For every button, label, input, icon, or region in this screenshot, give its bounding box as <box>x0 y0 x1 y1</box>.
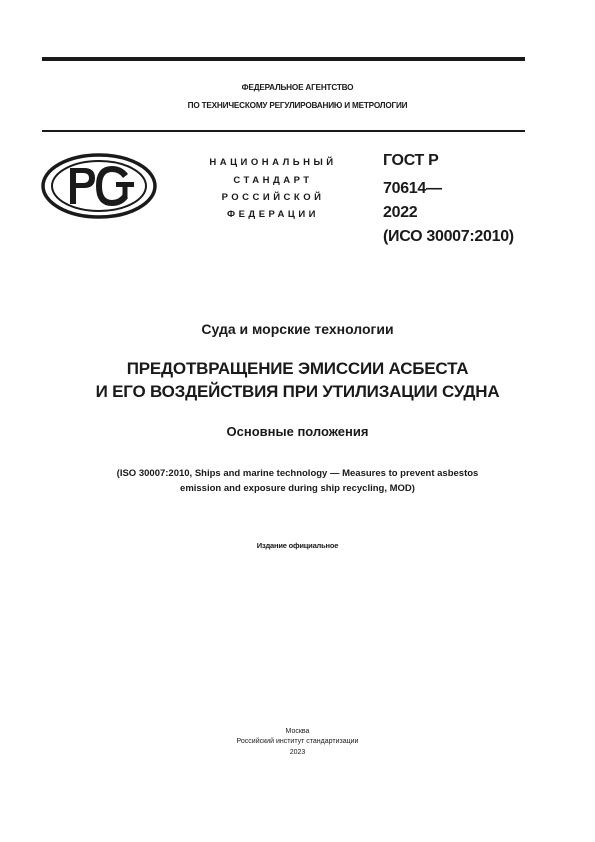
standard-code-line-4: (ИСО 30007:2010) <box>383 228 514 245</box>
standard-code-line-2: 70614— <box>383 180 442 197</box>
iso-reference-line-1: (ISO 30007:2010, Ships and marine technology — Measures to prevent asbestos <box>116 468 479 479</box>
document-subtitle: Основные положения <box>226 424 369 439</box>
header-divider <box>42 130 525 132</box>
document-title-line-1: ПРЕДОТВРАЩЕНИЕ ЭМИССИИ АСБЕСТА <box>126 359 469 378</box>
national-standard-line-2: СТАНДАРТ <box>233 175 313 186</box>
edition-note: Издание официальное <box>256 541 339 550</box>
national-standard-line-3: РОССИЙСКОЙ <box>221 192 325 203</box>
footer-publisher: Российский институт стандартизации <box>236 738 359 745</box>
agency-name-line-2: ПО ТЕХНИЧЕСКОМУ РЕГУЛИРОВАНИЮ И МЕТРОЛОГИИ <box>187 101 408 110</box>
footer-year: 2023 <box>289 749 306 756</box>
iso-reference-line-2: emission and exposure during ship recycling, MOD) <box>180 483 415 494</box>
footer-city: Москва <box>285 728 310 735</box>
agency-name-line-1: ФЕДЕРАЛЬНОЕ АГЕНТСТВО <box>241 83 354 92</box>
document-title-line-2: И ЕГО ВОЗДЕЙСТВИЯ ПРИ УТИЛИЗАЦИИ СУДНА <box>95 382 500 401</box>
top-rule <box>42 57 525 61</box>
national-standard-line-1: НАЦИОНАЛЬНЫЙ <box>209 157 337 168</box>
document-topic: Суда и морские технологии <box>201 321 394 337</box>
gost-r-certification-mark-icon <box>40 152 158 220</box>
standard-code-line-3: 2022 <box>383 204 418 221</box>
national-standard-line-4: ФЕДЕРАЦИИ <box>226 209 319 220</box>
standard-code-line-1: ГОСТ Р <box>383 152 439 169</box>
